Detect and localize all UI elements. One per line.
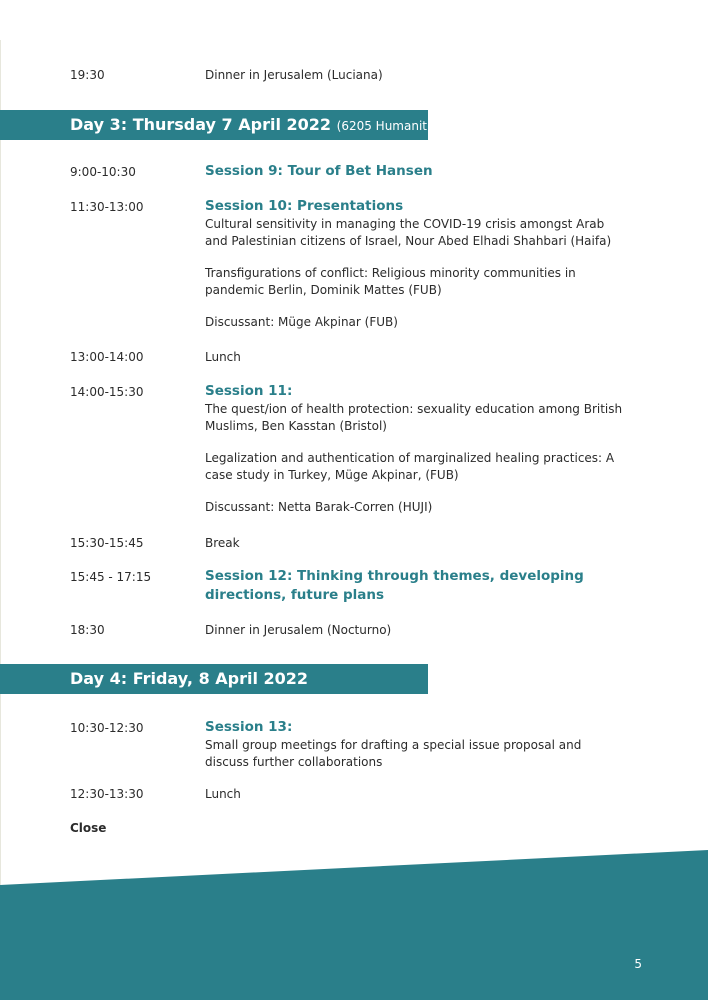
event-text: Lunch: [205, 787, 241, 801]
time-label: 9:00-10:30: [70, 165, 136, 179]
session-content: [205, 197, 625, 331]
session-title: Session 11:: [205, 383, 293, 399]
event-text: Break: [205, 536, 240, 550]
time-label: 11:30-13:00: [70, 200, 144, 214]
time-label: 12:30-13:30: [70, 787, 144, 801]
session-title: Session 9: Tour of Bet Hansen: [205, 163, 433, 179]
page-number: 5: [634, 957, 642, 971]
presentation-text: The quest/ion of health protection: sexuality education among British Muslims, Ben Kasstan (Bristol): [205, 402, 623, 433]
session-content: [205, 718, 625, 770]
page-left-rule: [0, 40, 1, 970]
session-content: [205, 382, 625, 516]
day4-header-band: [0, 664, 428, 694]
presentation-text: Legalization and authentication of marginalized healing practices: A case study in Turkey, Müge Akpinar, (FUB): [205, 451, 615, 482]
presentation-text: Cultural sensitivity in managing the COVID-19 crisis amongst Arab and Palestinian citizens of Israel, Nour Abed Elhadi Shahbari (Haifa): [205, 217, 612, 248]
session-title: Session 12: Thinking through themes, developing directions, future plans: [205, 568, 584, 603]
day3-location: (6205 Humanities): [336, 119, 449, 133]
discussant-text: Discussant: Netta Barak-Corren (HUJI): [205, 500, 433, 514]
presentation-text: Transfigurations of conflict: Religious minority communities in pandemic Berlin, Dominik Mattes (FUB): [205, 266, 576, 297]
footer-band: [0, 850, 708, 1000]
time-label: 13:00-14:00: [70, 350, 144, 364]
time-label: 19:30: [70, 68, 105, 82]
session-title: Session 10: Presentations: [205, 198, 404, 214]
day3-header-band: [0, 110, 449, 140]
time-label: 14:00-15:30: [70, 385, 144, 399]
day4-title: Day 4: Friday, 8 April 2022: [70, 669, 309, 688]
time-label: 15:30-15:45: [70, 536, 144, 550]
close-label: Close: [70, 821, 107, 835]
discussant-text: Discussant: Müge Akpinar (FUB): [205, 315, 398, 329]
session-title: Session 13:: [205, 719, 293, 735]
event-text: Dinner in Jerusalem (Nocturno): [205, 623, 392, 637]
time-label: 10:30-12:30: [70, 721, 144, 735]
day3-title-text: Day 3: Thursday 7 April 2022: [70, 115, 332, 134]
event-text: Lunch: [205, 350, 241, 364]
day3-title: [70, 115, 449, 134]
event-text: Dinner in Jerusalem (Luciana): [205, 68, 383, 82]
time-label: 18:30: [70, 623, 105, 637]
session-description: Small group meetings for drafting a special issue proposal and discuss further collaborations: [205, 738, 582, 769]
time-label: 15:45 - 17:15: [70, 570, 152, 584]
